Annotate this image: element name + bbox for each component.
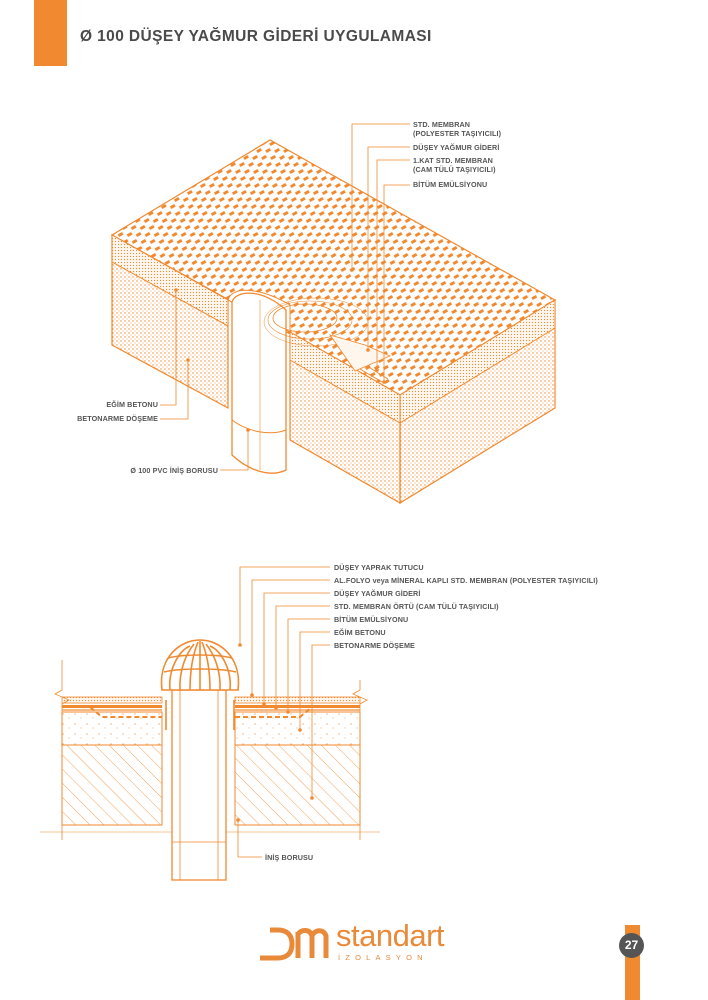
label-dusey-yagmur-gideri-2: DÜŞEY YAĞMUR GİDERİ <box>334 589 421 598</box>
label-egim-betonu: EĞİM BETONU <box>106 400 158 409</box>
label-yaprak-tutucu: DÜŞEY YAPRAK TUTUCU <box>334 563 424 572</box>
label-std-membran-note: (POLYESTER TAŞIYICILI) <box>413 129 502 138</box>
label-betonarme-doseme-2: BETONARME DÖŞEME <box>334 641 415 650</box>
page-number: 27 <box>619 933 644 958</box>
label-std-membran-ortu: STD. MEMBRAN ÖRTÜ (CAM TÜLÜ TAŞIYICILI) <box>334 602 499 611</box>
label-al-folyo: AL.FOLYO veya MİNERAL KAPLI STD. MEMBRAN (POLYESTER TAŞIYICILI) <box>334 576 598 585</box>
isometric-roof-block <box>112 140 555 503</box>
label-kat-std-membran: 1.KAT STD. MEMBRAN <box>413 156 493 165</box>
label-bitum-emulsiyonu-2: BİTÜM EMÜLSİYONU <box>334 615 409 624</box>
label-dusey-yagmur-gideri: DÜŞEY YAĞMUR GİDERİ <box>413 143 500 152</box>
page-title: Ø 100 DÜŞEY YAĞMUR GİDERİ UYGULAMASI <box>80 28 432 45</box>
brand-wordmark: standart <box>336 918 445 953</box>
pvc-drain-pipe <box>232 293 286 473</box>
label-bitum-emulsiyonu: BİTÜM EMÜLSİYONU <box>413 180 488 189</box>
section-roof-layers <box>40 640 380 880</box>
brand-subtitle: İZOLASYON <box>338 953 428 962</box>
label-kat-std-membran-note: (CAM TÜLÜ TAŞIYICILI) <box>413 165 496 174</box>
label-inis-borusu: İNİŞ BORUSU <box>265 853 314 862</box>
label-betonarme-doseme: BETONARME DÖŞEME <box>77 414 158 423</box>
label-std-membran: STD. MEMBRAN <box>413 120 471 129</box>
standart-logo-icon <box>258 926 334 962</box>
label-egim-betonu-2: EĞİM BETONU <box>334 628 386 637</box>
label-pvc-inis-borusu: Ø 100 PVC İNİŞ BORUSU <box>130 466 218 475</box>
